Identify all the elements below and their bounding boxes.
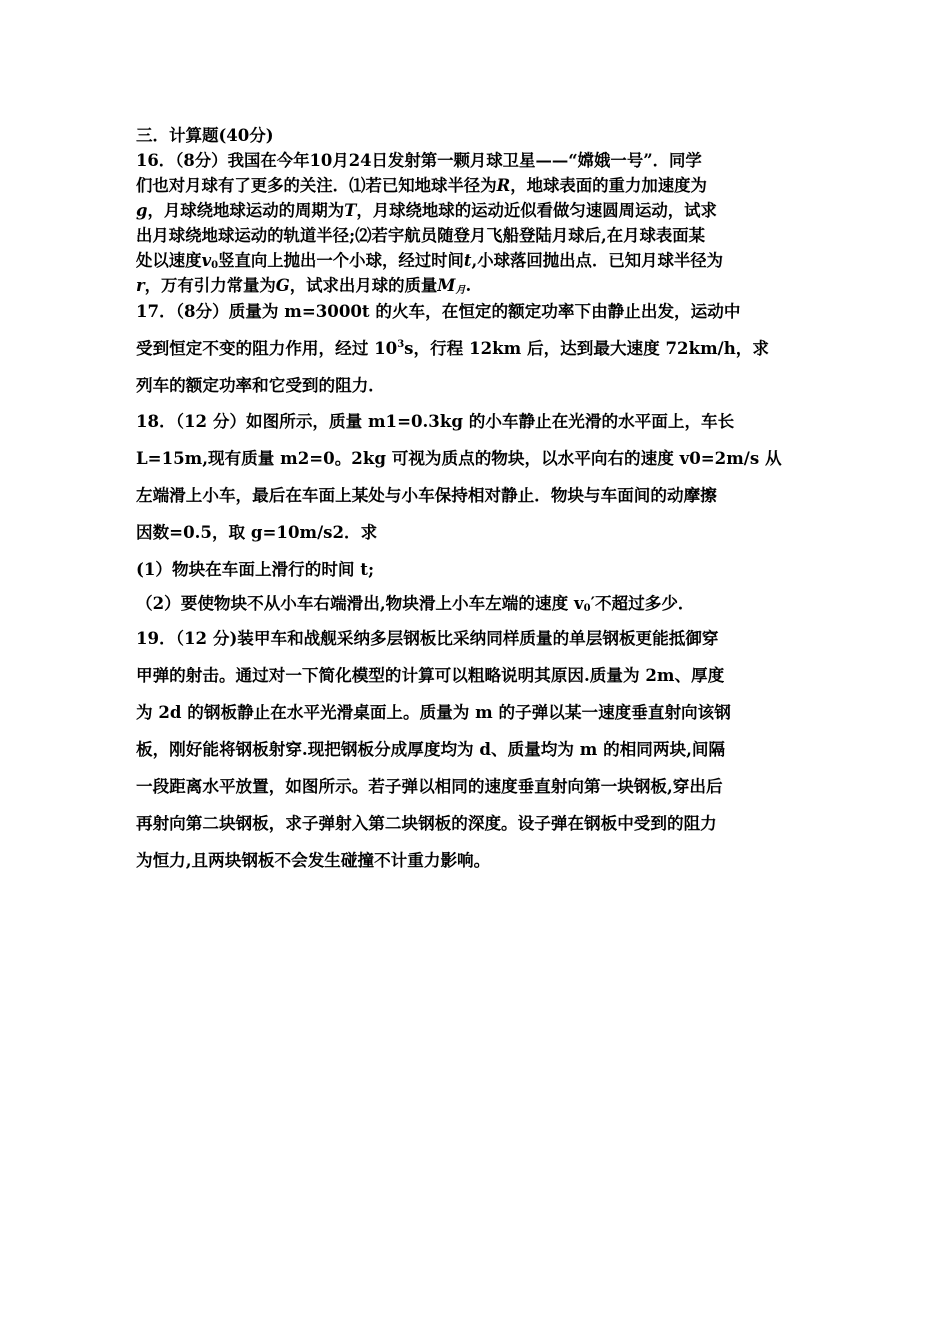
symbol-r: r [136, 276, 145, 295]
q17-text: s，行程 12km 后，达到最大速度 72km/h，求 [404, 338, 769, 358]
q17-line-1: 17．（8分）质量为 m=3000t 的火车，在恒定的额定功率下由静止出发，运动中 [136, 301, 741, 321]
q16-line-6 [136, 278, 471, 296]
q19-line-7: 为恒力,且两块钢板不会发生碰撞不计重力影响。 [136, 850, 491, 870]
q16-line-2 [136, 178, 707, 194]
q16-line-3 [136, 203, 717, 219]
q18-part-1: (1）物块在车面上滑行的时间 t; [136, 559, 375, 579]
q16-text: ，地球表面的重力加速度为 [510, 176, 707, 195]
q18-line-3: 左端滑上小车，最后在车面上某处与小车保持相对静止．物块与车面间的动摩擦 [136, 485, 717, 505]
q19-line-6: 再射向第二块钢板，求子弹射入第二块钢板的深度。设子弹在钢板中受到的阻力 [136, 813, 717, 833]
q18-text: （2）要使物块不从小车右端滑出,物块滑上小车左端的速度 v [136, 593, 584, 613]
q16-text: ，月球绕地球运动的周期为 [147, 201, 345, 220]
q16-line-4: 出月球绕地球运动的轨道半径;⑵若宇航员随登月飞船登陆月球后,在月球表面某 [136, 226, 706, 245]
q17-line-3: 列车的额定功率和它受到的阻力． [136, 375, 385, 395]
q18-part-2 [136, 595, 695, 614]
q19-line-1: 19．（12 分)装甲车和战舰采纳多层钢板比采纳同样质量的单层钢板更能抵御穿 [136, 628, 719, 648]
symbol-M-subscript: 月 [455, 285, 466, 296]
symbol-G: G [275, 276, 290, 295]
q18-line-2: L=15m,现有质量 m2=0。2kg 可视为质点的物块，以水平向右的速度 v0=2m/s 从 [136, 448, 782, 468]
symbol-T: T [344, 201, 357, 220]
q19-line-3: 为 2d 的钢板静止在水平光滑桌面上。质量为 m 的子弹以某一速度垂直射向该钢 [136, 702, 731, 722]
q16-text: . [465, 276, 472, 295]
q17-text: 受到恒定不变的阻力作用，经过 10 [136, 338, 398, 358]
q19-line-5: 一段距离水平放置，如图所示。若子弹以相同的速度垂直射向第一块钢板,穿出后 [136, 776, 723, 796]
q16-text: ，试求出月球的质量 [289, 276, 438, 295]
q19-line-2: 甲弹的射击。通过对一下简化模型的计算可以粗略说明其原因.质量为 2m、厚度 [136, 665, 725, 685]
q18-line-1: 18．（12 分）如图所示，质量 m1=0.3kg 的小车静止在光滑的水平面上，车长 [136, 411, 735, 431]
q16-text: 处以速度 [136, 251, 202, 270]
symbol-v: v [201, 251, 212, 270]
symbol-M: M [437, 276, 456, 295]
q16-line-1: 16．（8分）我国在今年10月24日发射第一颗月球卫星——“嫦娥一号”．同学 [136, 151, 702, 170]
q18-line-4: 因数=0.5，取 g=10m/s2．求 [136, 522, 378, 542]
q16-text: 们也对月球有了更多的关注．⑴若已知地球半径为 [136, 176, 497, 195]
q18-text: ′不超过多少． [590, 593, 695, 613]
symbol-t: t [463, 251, 472, 270]
q16-text: ,小球落回抛出点．已知月球半径为 [471, 251, 724, 270]
q16-line-5 [136, 253, 723, 271]
q17-exponent: 3 [397, 339, 405, 350]
q16-text: ，万有引力常量为 [144, 276, 276, 295]
q16-text: 竖直向上抛出一个小球，经过时间 [218, 251, 464, 270]
symbol-R: R [496, 176, 511, 195]
q17-line-2 [136, 340, 769, 357]
symbol-g: g [136, 201, 148, 220]
section-title: 三．计算题(40分) [136, 126, 274, 145]
q18-subscript: 0 [583, 603, 591, 614]
symbol-v-subscript: 0 [211, 260, 219, 271]
q19-line-4: 板，刚好能将钢板射穿.现把钢板分成厚度均为 d、质量均为 m 的相同两块,间隔 [136, 739, 726, 759]
q16-text: ，月球绕地球的运动近似看做匀速圆周运动，试求 [356, 201, 717, 220]
